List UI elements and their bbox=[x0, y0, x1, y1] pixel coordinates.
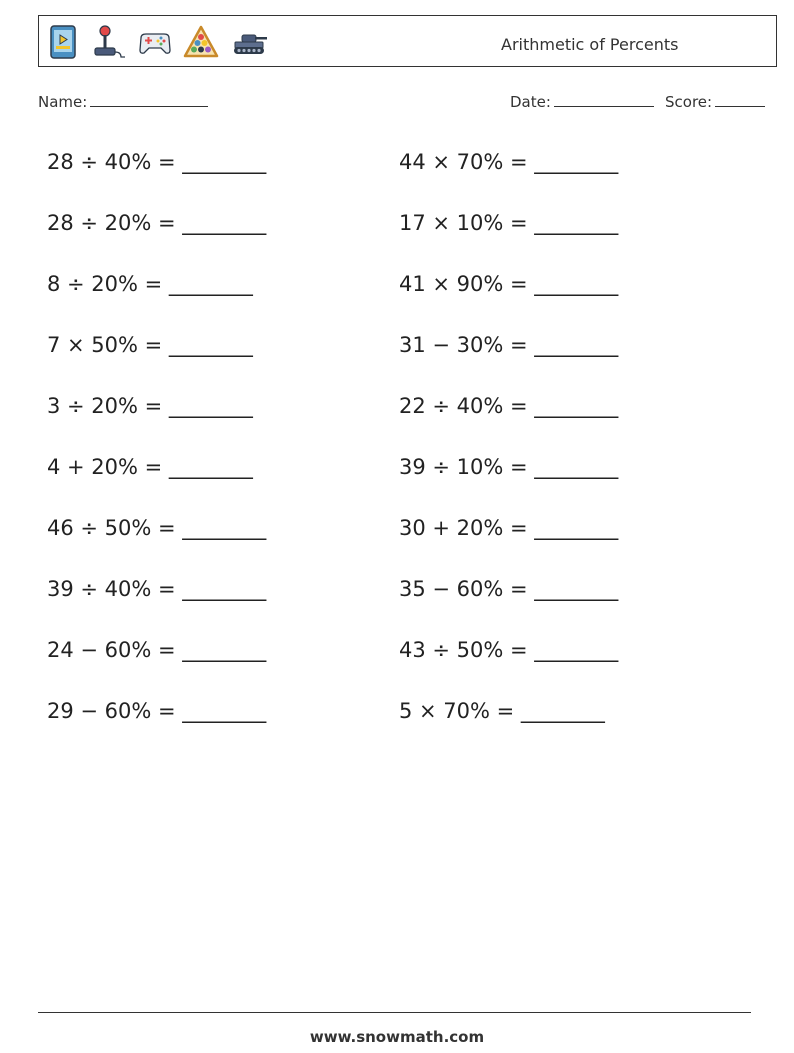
date-field bbox=[510, 92, 654, 111]
name-field bbox=[38, 92, 208, 111]
problem-right-10: 5 × 70% = ________ bbox=[399, 699, 605, 723]
footer-url[interactable]: www.snowmath.com bbox=[309, 1028, 485, 1046]
problem-left-10: 29 − 60% = ________ bbox=[47, 699, 267, 723]
problem-right-8: 35 − 60% = ________ bbox=[399, 577, 619, 601]
worksheet-header bbox=[38, 15, 777, 67]
problem-right-5: 22 ÷ 40% = ________ bbox=[399, 394, 619, 418]
problem-right-6: 39 ÷ 10% = ________ bbox=[399, 455, 619, 479]
problem-left-7: 46 ÷ 50% = ________ bbox=[47, 516, 267, 540]
problem-left-1: 28 ÷ 40% = ________ bbox=[47, 150, 267, 174]
problem-left-5: 3 ÷ 20% = ________ bbox=[47, 394, 253, 418]
tank-icon bbox=[229, 24, 271, 60]
problem-left-9: 24 − 60% = ________ bbox=[47, 638, 267, 662]
problem-left-8: 39 ÷ 40% = ________ bbox=[47, 577, 267, 601]
problem-right-4: 31 − 30% = ________ bbox=[399, 333, 619, 357]
worksheet-title: Arithmetic of Percents bbox=[501, 35, 679, 54]
score-blank[interactable] bbox=[715, 92, 765, 107]
problem-right-1: 44 × 70% = ________ bbox=[399, 150, 619, 174]
name-label: Name: bbox=[38, 93, 88, 111]
problem-right-2: 17 × 10% = ________ bbox=[399, 211, 619, 235]
problem-left-4: 7 × 50% = ________ bbox=[47, 333, 253, 357]
tablet-play-icon bbox=[45, 24, 81, 60]
billiard-rack-icon bbox=[183, 24, 219, 60]
problem-right-7: 30 + 20% = ________ bbox=[399, 516, 619, 540]
date-blank[interactable] bbox=[554, 92, 654, 107]
date-label: Date: bbox=[510, 93, 551, 111]
icon-strip bbox=[45, 22, 271, 62]
problem-left-6: 4 + 20% = ________ bbox=[47, 455, 253, 479]
problem-right-3: 41 × 90% = ________ bbox=[399, 272, 619, 296]
problem-left-3: 8 ÷ 20% = ________ bbox=[47, 272, 253, 296]
problem-right-9: 43 ÷ 50% = ________ bbox=[399, 638, 619, 662]
score-label: Score: bbox=[665, 93, 713, 111]
name-blank[interactable] bbox=[90, 92, 208, 107]
problem-left-2: 28 ÷ 20% = ________ bbox=[47, 211, 267, 235]
score-field bbox=[665, 92, 765, 111]
joystick-icon bbox=[91, 24, 127, 60]
footer-divider bbox=[38, 1012, 751, 1013]
gamepad-icon bbox=[137, 24, 173, 60]
